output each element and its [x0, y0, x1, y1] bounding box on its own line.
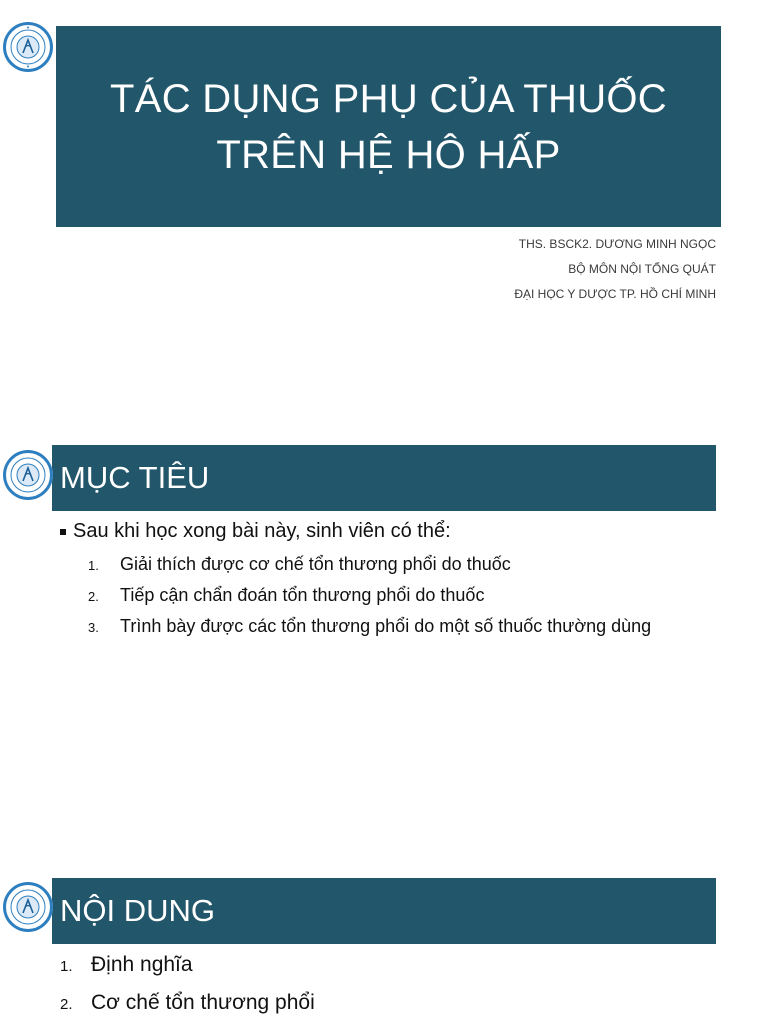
list-text: Cơ chế tổn thương phổi: [91, 991, 315, 1014]
contents-title: NỘI DUNG: [60, 893, 215, 928]
university-name: ĐẠI HỌC Y DƯỢC TP. HỒ CHÍ MINH: [514, 287, 716, 301]
objectives-intro: [60, 520, 451, 543]
presentation-title: [110, 71, 667, 183]
title-line-1: TÁC DỤNG PHỤ CỦA THUỐC: [109, 76, 667, 121]
list-number: 1.: [88, 558, 99, 573]
department-name: BỘ MÔN NỘI TỔNG QUÁT: [568, 262, 716, 276]
university-seal-icon: [3, 450, 53, 500]
author-info: [514, 232, 716, 307]
list-text: Định nghĩa: [91, 953, 193, 976]
list-item: [60, 953, 315, 991]
square-bullet-icon: [60, 529, 66, 535]
list-item: [88, 616, 651, 647]
author-name: THS. BSCK2. DƯƠNG MINH NGỌC: [518, 237, 716, 251]
list-item: [88, 585, 651, 616]
list-number: 1.: [60, 958, 73, 975]
list-text: Tiếp cận chẩn đoán tổn thương phổi do thuốc: [120, 585, 485, 605]
list-text: Trình bày được các tổn thương phổi do một số thuốc thường dùng: [120, 616, 652, 636]
university-seal-icon: [3, 882, 53, 932]
list-number: 2.: [60, 996, 73, 1013]
list-number: 3.: [88, 620, 99, 635]
list-number: 2.: [88, 589, 99, 604]
title-banner: [56, 26, 721, 227]
list-item: [60, 991, 315, 1024]
list-text: Giải thích được cơ chế tổn thương phổi do thuốc: [120, 554, 511, 574]
university-seal-icon: [3, 22, 53, 72]
objectives-header: [52, 445, 716, 511]
contents-list: [60, 953, 315, 1024]
objectives-intro-text: Sau khi học xong bài này, sinh viên có thể:: [73, 520, 451, 542]
contents-header: [52, 878, 716, 944]
objectives-list: [88, 554, 651, 647]
title-line-2: TRÊN HỆ HÔ HẤP: [216, 132, 561, 177]
objectives-title: MỤC TIÊU: [60, 460, 210, 495]
list-item: [88, 554, 651, 585]
